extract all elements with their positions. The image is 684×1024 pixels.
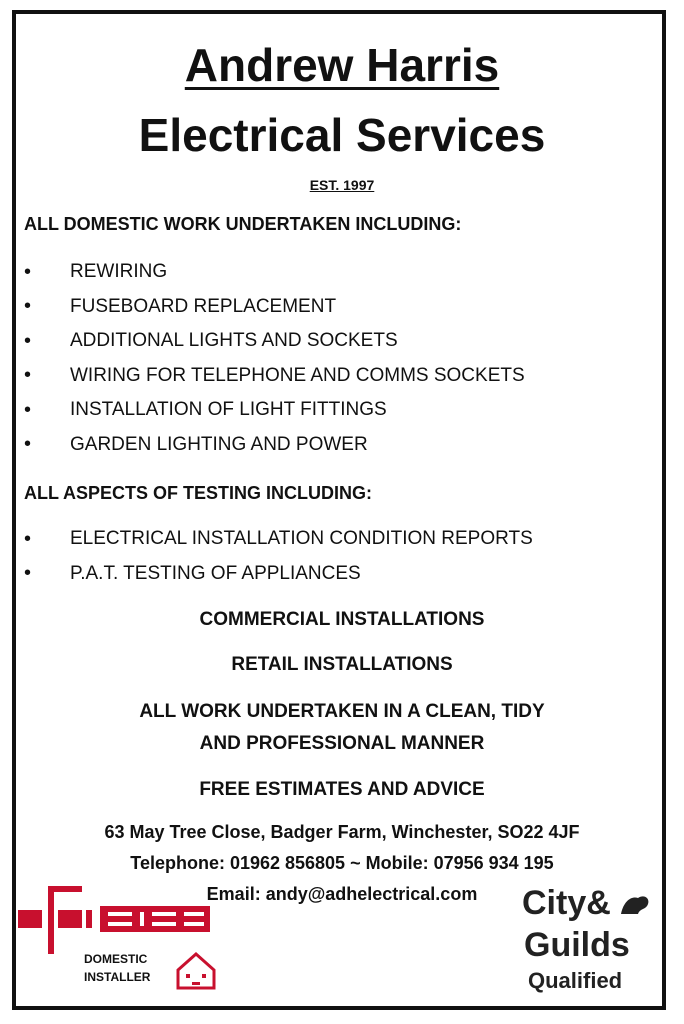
established-date: EST. 1997 bbox=[309, 177, 375, 193]
quality-line-1: ALL WORK UNDERTAKEN IN A CLEAN, TIDY bbox=[139, 701, 545, 722]
business-subtitle: Electrical Services bbox=[138, 109, 546, 161]
niceic-logo bbox=[18, 884, 218, 994]
list-item: • REWIRING bbox=[24, 260, 168, 283]
bullet-icon: • bbox=[24, 260, 32, 283]
bullet-icon: • bbox=[24, 562, 32, 585]
list-item: • INSTALLATION OF LIGHT FITTINGS bbox=[24, 398, 387, 421]
list-item: • ELECTRICAL INSTALLATION CONDITION REPORTS bbox=[24, 527, 533, 550]
lion-crest-icon bbox=[618, 890, 652, 920]
quality-line-2: AND PROFESSIONAL MANNER bbox=[199, 733, 485, 754]
bullet-icon: • bbox=[24, 329, 32, 352]
email-address: Email: andy@adhelectrical.com bbox=[206, 884, 478, 904]
phone-numbers: Telephone: 01962 856805 ~ Mobile: 07956 934 195 bbox=[130, 853, 554, 873]
list-item: • FUSEBOARD REPLACEMENT bbox=[24, 295, 337, 318]
estimates-line: FREE ESTIMATES AND ADVICE bbox=[199, 779, 485, 800]
retail-line: RETAIL INSTALLATIONS bbox=[231, 654, 453, 675]
list-item: • ADDITIONAL LIGHTS AND SOCKETS bbox=[24, 329, 398, 352]
city-and-guilds-logo bbox=[518, 880, 658, 998]
bullet-icon: • bbox=[24, 527, 32, 550]
cg-line-3: Qualified bbox=[528, 968, 623, 993]
domestic-list bbox=[24, 255, 525, 462]
testing-heading: ALL ASPECTS OF TESTING INCLUDING: bbox=[24, 483, 373, 503]
niceic-line-1: DOMESTIC bbox=[84, 952, 148, 966]
list-item: • WIRING FOR TELEPHONE AND COMMS SOCKETS bbox=[24, 364, 525, 387]
business-name: Andrew Harris bbox=[184, 39, 500, 91]
list-item: • GARDEN LIGHTING AND POWER bbox=[24, 433, 368, 456]
cg-line-2: Guilds bbox=[524, 926, 630, 964]
list-item: • P.A.T. TESTING OF APPLIANCES bbox=[24, 562, 361, 585]
bullet-icon: • bbox=[24, 433, 32, 456]
testing-list bbox=[24, 522, 533, 591]
domestic-heading: ALL DOMESTIC WORK UNDERTAKEN INCLUDING: bbox=[24, 214, 462, 234]
bullet-icon: • bbox=[24, 295, 32, 318]
cg-line-1: City& bbox=[522, 884, 611, 922]
niceic-line-2: INSTALLER bbox=[84, 970, 151, 984]
bullet-icon: • bbox=[24, 398, 32, 421]
bullet-icon: • bbox=[24, 364, 32, 387]
commercial-line: COMMERCIAL INSTALLATIONS bbox=[199, 609, 485, 630]
address: 63 May Tree Close, Badger Farm, Winchester, SO22 4JF bbox=[104, 822, 580, 842]
